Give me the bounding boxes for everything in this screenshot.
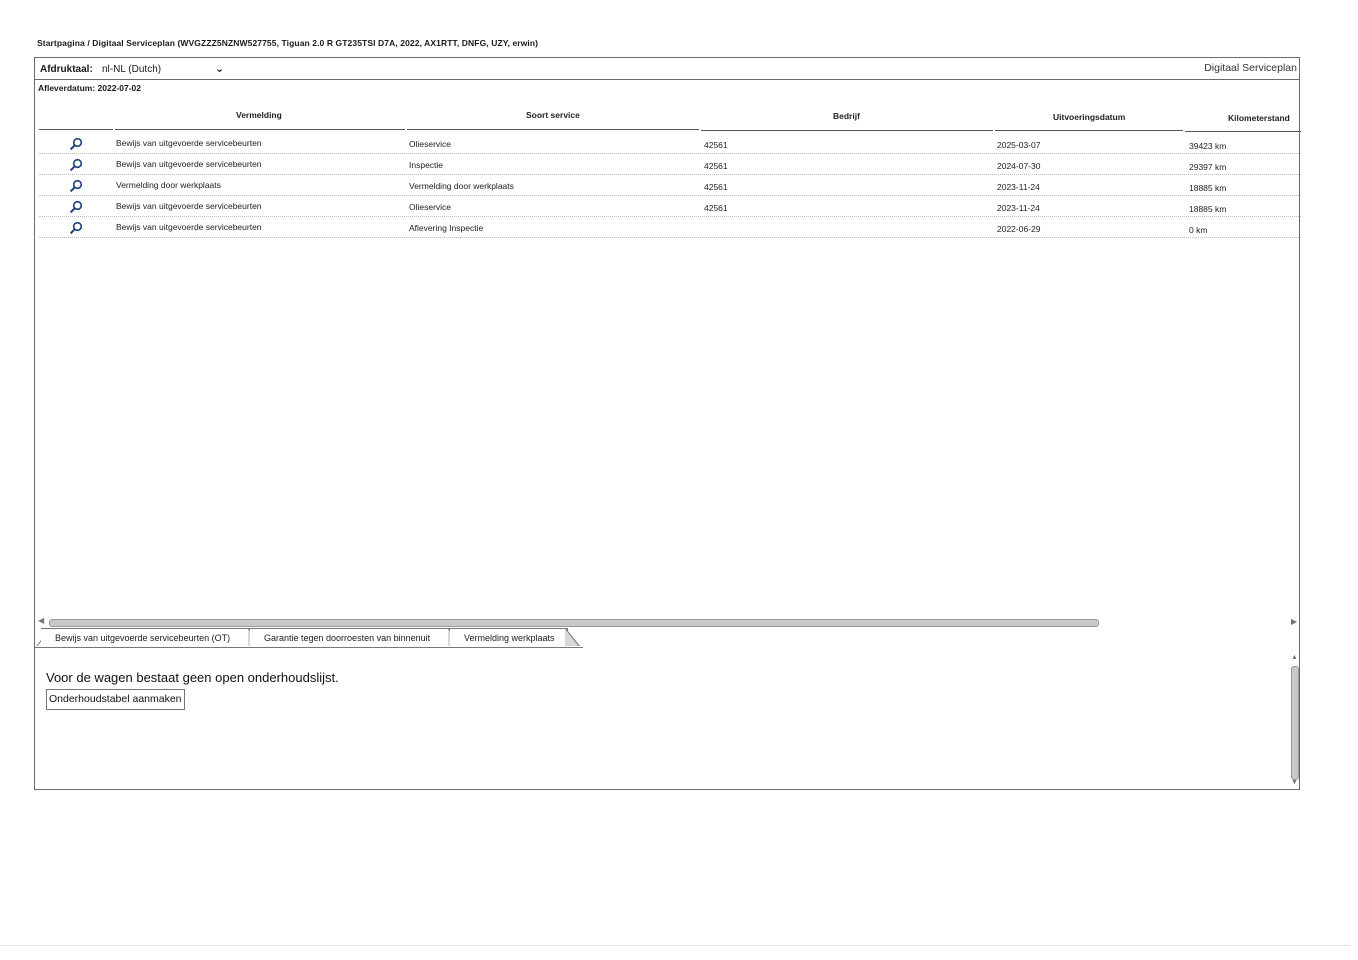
column-header-entry[interactable]: Vermelding xyxy=(236,110,282,120)
cell-date: 2023-11-24 xyxy=(997,182,1040,192)
column-header-execution-date[interactable]: Uitvoeringsdatum xyxy=(1053,112,1126,122)
cell-date: 2022-06-29 xyxy=(997,224,1041,234)
cell-service-type: Aflevering Inspectie xyxy=(409,223,484,233)
cell-entry: Bewijs van uitgevoerde servicebeurten xyxy=(116,222,262,232)
scroll-up-arrow-icon[interactable]: ▲ xyxy=(1291,654,1298,661)
chevron-down-icon[interactable]: ⌄ xyxy=(215,63,225,75)
magnifier-icon[interactable] xyxy=(69,179,83,193)
tab-strip xyxy=(35,628,595,648)
magnifier-icon[interactable] xyxy=(69,158,83,172)
column-header-company[interactable]: Bedrijf xyxy=(833,111,860,121)
tab-corner xyxy=(565,628,581,646)
vertical-scrollbar[interactable] xyxy=(1291,666,1299,780)
table-row[interactable] xyxy=(39,196,1301,217)
breadcrumb: Startpagina / Digitaal Serviceplan (WVGZZZ5NZNW527755, Tiguan 2.0 R GT235TSI D7A, 2022, AX1RTT, DNFG, UZY, erwin) xyxy=(37,38,539,48)
print-language-bar xyxy=(35,58,1299,80)
no-maintenance-list-message: Voor de wagen bestaat geen open onderhoudslijst. xyxy=(46,670,339,685)
print-language-select[interactable]: nl-NL (Dutch) xyxy=(102,64,162,75)
header-rule xyxy=(995,130,1183,131)
horizontal-scrollbar[interactable] xyxy=(49,619,1099,627)
cell-service-type: Inspectie xyxy=(409,160,444,170)
cell-date: 2023-11-24 xyxy=(997,203,1040,213)
cell-date: 2024-07-30 xyxy=(997,161,1041,171)
table-row[interactable] xyxy=(39,133,1301,154)
cell-entry: Bewijs van uitgevoerde servicebeurten xyxy=(116,138,262,148)
column-header-service-type[interactable]: Soort service xyxy=(526,110,580,120)
tab-rust-warranty[interactable]: Garantie tegen doorroesten van binnenuit xyxy=(250,628,450,646)
magnifier-icon[interactable] xyxy=(69,200,83,214)
tab-workshop-entry[interactable]: Vermelding werkplaats xyxy=(450,628,568,646)
cell-date: 2025-03-07 xyxy=(997,140,1041,150)
magnifier-icon[interactable] xyxy=(69,221,83,235)
header-rule xyxy=(407,129,699,130)
cell-company: 42561 xyxy=(704,140,728,150)
table-row[interactable] xyxy=(39,175,1301,196)
table-row[interactable] xyxy=(39,217,1301,238)
header-rule xyxy=(1185,131,1301,132)
cell-mileage: 29397 km xyxy=(1189,162,1227,172)
service-plan-frame xyxy=(34,57,1300,790)
app-title: Digitaal Serviceplan xyxy=(1204,62,1297,74)
cell-mileage: 18885 km xyxy=(1189,183,1227,193)
cell-entry: Bewijs van uitgevoerde servicebeurten xyxy=(116,201,262,211)
cell-service-type: Olieservice xyxy=(409,202,452,212)
tab-service-evidence[interactable]: Bewijs van uitgevoerde servicebeurten (OT) xyxy=(41,628,251,646)
cell-company: 42561 xyxy=(704,203,728,213)
header-rule xyxy=(701,130,993,131)
cell-company: 42561 xyxy=(704,182,728,192)
create-maintenance-table-button[interactable]: Onderhoudstabel aanmaken xyxy=(46,689,185,710)
scroll-down-arrow-icon[interactable]: ▼ xyxy=(1291,779,1298,786)
cell-service-type: Vermelding door werkplaats xyxy=(409,181,514,191)
cell-entry: Bewijs van uitgevoerde servicebeurten xyxy=(116,159,262,169)
table-row[interactable] xyxy=(39,154,1301,175)
cell-entry: Vermelding door werkplaats xyxy=(116,180,221,190)
delivery-date: Afleverdatum: 2022-07-02 xyxy=(38,83,141,93)
cell-mileage: 18885 km xyxy=(1189,204,1227,214)
tab-divider xyxy=(35,647,583,648)
cell-service-type: Olieservice xyxy=(409,139,452,149)
magnifier-icon[interactable] xyxy=(69,137,83,151)
page-edge xyxy=(0,945,1350,946)
scroll-left-arrow-icon[interactable]: ◀ xyxy=(38,616,45,625)
scroll-right-arrow-icon[interactable]: ▶ xyxy=(1291,617,1298,626)
cell-company: 42561 xyxy=(704,161,728,171)
print-language-label: Afdruktaal: xyxy=(40,64,93,75)
header-rule xyxy=(39,129,113,130)
cell-mileage: 0 km xyxy=(1189,225,1208,235)
header-rule xyxy=(115,129,405,130)
column-header-mileage[interactable]: Kilometerstand xyxy=(1228,113,1290,123)
cell-mileage: 39423 km xyxy=(1189,141,1227,151)
